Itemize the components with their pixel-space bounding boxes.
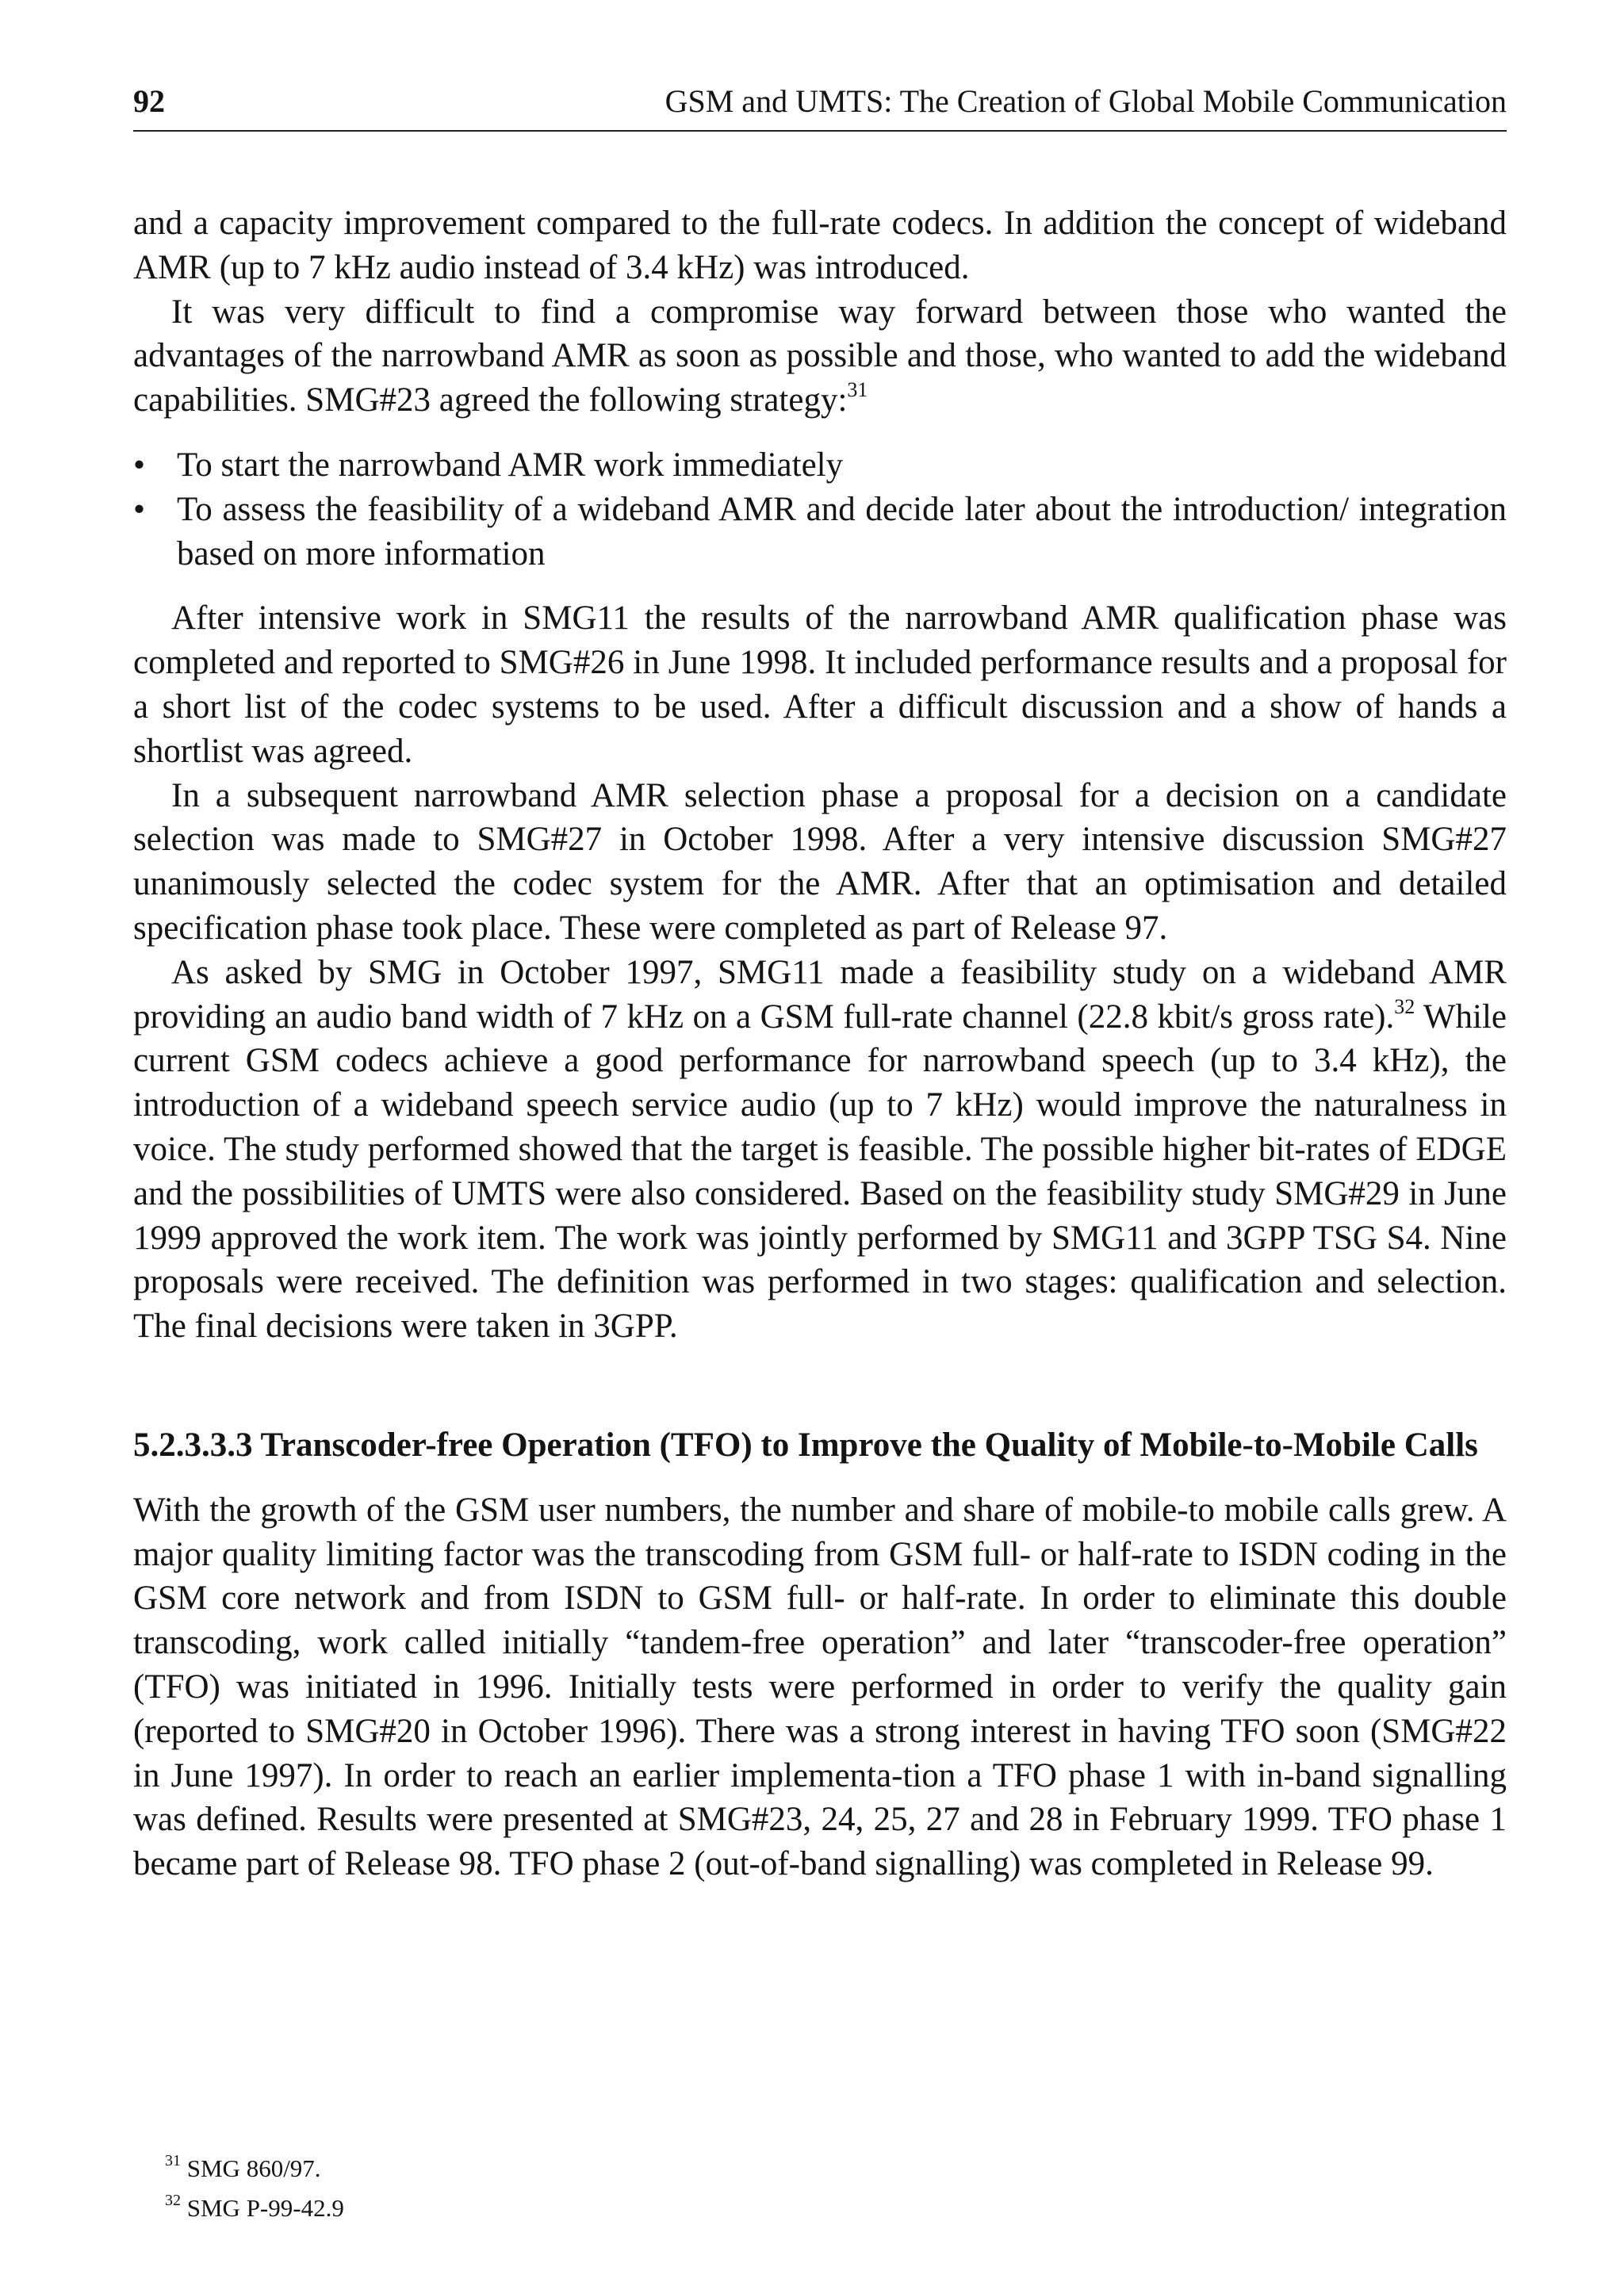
paragraph-4: In a subsequent narrowband AMR selection phase a proposal for a decision on a candidate selection was made to SMG#27 in October 1998. After a very intensive discussion SMG#27 unanimously selected the codec system for the AMR. After that an optimisation and detailed specification phase took place. These were completed as part of Release 97. — [133, 776, 1507, 947]
footnote-text: SMG P-99-42.9 — [186, 2194, 344, 2222]
footnote-ref-32: 32 — [1394, 994, 1415, 1018]
footnote-32 — [165, 2189, 344, 2228]
paragraph-5 — [133, 951, 1507, 1349]
paragraph-2-text: It was very difficult to find a compromise way forward between those who wanted the advantages of the narrowband AMR as soon as possible and those, who wanted to add the wideband capabilities. SMG#23 agreed the following strategy: — [133, 293, 1507, 419]
list-item — [133, 488, 1507, 576]
page-number: 92 — [133, 83, 165, 119]
list-item — [133, 443, 1507, 488]
footnote-31 — [165, 2149, 344, 2189]
running-header — [133, 79, 1507, 132]
list-item-text: To assess the feasibility of a wideband AMR and decide later about the introduction/ integration based on more information — [177, 490, 1507, 572]
paragraph-5-text-b: While current GSM codecs achieve a good performance for narrowband speech (up to 3.4 kHz), the introduction of a wideband speech service audio (up to 7 kHz) would improve the naturalness in voice. The study performed showed that the target is feasible. The possible higher bit-rates of EDGE and the possibilities of UMTS were also considered. Based on the feasibility study SMG#29 in June 1999 approved the work item. The work was jointly performed by SMG11 and 3GPP TSG S4. Nine proposals were received. The definition was performed in two stages: qualification and selection. The final decisions were taken in 3GPP. — [133, 998, 1507, 1346]
list-item-text: To start the narrowband AMR work immediately — [177, 446, 844, 484]
strategy-list — [133, 443, 1507, 576]
paragraph-6: With the growth of the GSM user numbers, the number and share of mobile-to mobile calls grew. A major quality limiting factor was the transcoding from GSM full- or half-rate to ISDN coding in the GSM core network and from ISDN to GSM full- or half-rate. In order to eliminate this double transcoding, work called initially “tandem-free operation” and later “transcoder-free operation” (TFO) was initiated in 1996. Initially tests were performed in order to verify the quality gain (reported to SMG#20 in October 1996). There was a strong interest in having TFO soon (SMG#22 in June 1997). In order to reach an earlier implementa-tion a TFO phase 1 with in-band signalling was defined. Results were presented at SMG#23, 24, 25, 27 and 28 in February 1999. TFO phase 1 became part of Release 98. TFO phase 2 (out-of-band signalling) was completed in Release 99. — [133, 1491, 1507, 1883]
footnote-ref-31: 31 — [847, 378, 868, 402]
page — [133, 79, 1507, 1886]
footnotes — [165, 2149, 344, 2228]
bullet-icon: • — [133, 490, 146, 528]
footnote-text: SMG 860/97. — [186, 2154, 321, 2182]
section-heading: 5.2.3.3.3 Transcoder-free Operation (TFO) to Improve the Quality of Mobile-to-Mobile Calls — [133, 1426, 1478, 1464]
paragraph-5-text-a: As asked by SMG in October 1997, SMG11 made a feasibility study on a wideband AMR providing an audio band width of 7 kHz on a GSM full-rate channel (22.8 kbit/s gross rate). — [133, 953, 1507, 1036]
paragraph-1: and a capacity improvement compared to the full-rate codecs. In addition the concept of wideband AMR (up to 7 kHz audio instead of 3.4 kHz) was introduced. — [133, 205, 1507, 286]
running-title: GSM and UMTS: The Creation of Global Mobile Communication — [665, 83, 1507, 119]
paragraph-3: After intensive work in SMG11 the results of the narrowband AMR qualification phase was completed and reported to SMG#26 in June 1998. It included performance results and a proposal for a short list of the codec systems to be used. After a difficult discussion and a show of hands a shortlist was agreed. — [133, 599, 1507, 770]
bullet-icon: • — [133, 446, 146, 484]
footnote-mark: 31 — [165, 2152, 181, 2169]
body-text — [133, 201, 1507, 1886]
footnote-mark: 32 — [165, 2192, 181, 2209]
paragraph-2 — [133, 290, 1507, 423]
